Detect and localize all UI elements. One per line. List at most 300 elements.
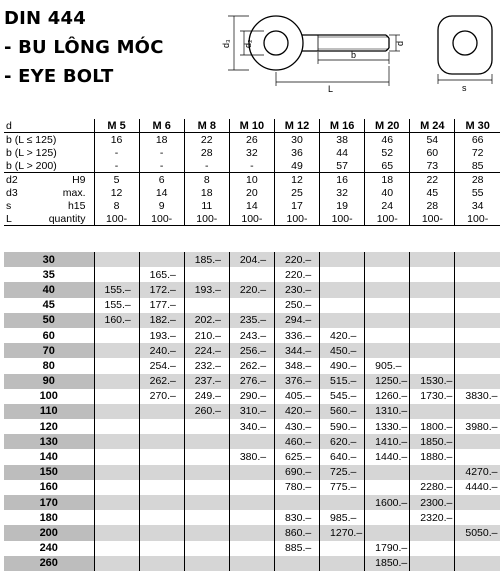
price-cell xyxy=(139,556,184,571)
price-cell: 310.– xyxy=(229,404,274,419)
length-cell: 70 xyxy=(4,343,94,358)
size-header: M 30 xyxy=(455,119,500,133)
size-header-row xyxy=(4,119,500,133)
price-cell xyxy=(274,495,319,510)
dimension-value: 12 xyxy=(94,186,139,199)
price-cell: 160.– xyxy=(94,313,139,328)
price-cell: 1250.– xyxy=(365,374,410,389)
price-cell xyxy=(455,556,500,571)
dimension-value: - xyxy=(229,159,274,173)
dimension-value: 100- xyxy=(365,212,410,226)
dimension-label xyxy=(4,173,94,187)
price-cell xyxy=(455,541,500,556)
length-cell: 110 xyxy=(4,404,94,419)
price-cell xyxy=(184,465,229,480)
dimension-value: 11 xyxy=(184,199,229,212)
price-cell xyxy=(410,556,455,571)
price-cell: 220.– xyxy=(274,252,319,267)
price-cell: 290.– xyxy=(229,389,274,404)
price-cell xyxy=(320,267,365,282)
dimension-value: 10 xyxy=(229,173,274,187)
dimension-value: 9 xyxy=(139,199,184,212)
price-cell: 1880.– xyxy=(410,449,455,464)
dimension-row xyxy=(4,186,500,199)
dimension-label xyxy=(4,199,94,212)
price-cell xyxy=(184,495,229,510)
dimension-value: 32 xyxy=(229,146,274,159)
label-L: L xyxy=(328,84,334,94)
price-cell xyxy=(365,465,410,480)
price-cell xyxy=(455,328,500,343)
price-cell: 232.– xyxy=(184,358,229,373)
dimension-value: - xyxy=(184,159,229,173)
dimension-value: 36 xyxy=(274,146,319,159)
price-cell: 1310.– xyxy=(365,404,410,419)
price-cell xyxy=(94,358,139,373)
price-cell xyxy=(139,434,184,449)
price-cell: 450.– xyxy=(320,343,365,358)
price-cell: 3830.– xyxy=(455,389,500,404)
dimension-value: 30 xyxy=(274,133,319,147)
dimension-value: 22 xyxy=(410,173,455,187)
label-d2: d₂ xyxy=(243,39,253,48)
price-cell xyxy=(365,282,410,297)
price-cell: 690.– xyxy=(274,465,319,480)
dimension-value: 18 xyxy=(365,173,410,187)
price-cell: 885.– xyxy=(274,541,319,556)
dimension-value: - xyxy=(139,159,184,173)
price-cell xyxy=(410,252,455,267)
price-cell xyxy=(229,434,274,449)
price-cell xyxy=(455,404,500,419)
length-cell: 60 xyxy=(42,329,55,342)
price-cell: 725.– xyxy=(320,465,365,480)
price-cell xyxy=(94,404,139,419)
price-cell xyxy=(94,495,139,510)
dimension-value: 14 xyxy=(229,199,274,212)
dimension-row xyxy=(4,159,500,173)
dimension-value: - xyxy=(139,146,184,159)
english-title: - EYE BOLT xyxy=(4,66,114,87)
length-cell: 260 xyxy=(4,556,94,571)
price-row xyxy=(4,313,500,328)
price-cell xyxy=(410,313,455,328)
price-cell xyxy=(94,374,139,389)
price-cell xyxy=(94,556,139,571)
dimension-tolerance: max. xyxy=(62,186,86,199)
dimension-value: 16 xyxy=(320,173,365,187)
price-cell: 830.– xyxy=(274,510,319,525)
price-cell xyxy=(365,267,410,282)
price-cell xyxy=(229,556,274,571)
length-cell: 160 xyxy=(39,481,58,494)
price-cell xyxy=(320,298,365,313)
dimension-value: 73 xyxy=(410,159,455,173)
price-row xyxy=(4,267,500,282)
dimension-value: 72 xyxy=(455,146,500,159)
price-cell: 1410.– xyxy=(365,434,410,449)
price-cell xyxy=(365,252,410,267)
dimension-value: 40 xyxy=(365,186,410,199)
price-cell xyxy=(184,298,229,313)
dimension-value: 100- xyxy=(320,212,365,226)
price-cell: 515.– xyxy=(320,374,365,389)
price-cell: 1800.– xyxy=(410,419,455,434)
price-row xyxy=(4,434,500,449)
price-cell: 625.– xyxy=(274,449,319,464)
price-row xyxy=(4,525,500,540)
price-table xyxy=(4,252,500,571)
price-cell xyxy=(94,510,139,525)
dimension-tolerance: quantity xyxy=(48,212,86,225)
length-cell: 120 xyxy=(39,420,58,433)
price-cell xyxy=(320,313,365,328)
price-cell xyxy=(365,328,410,343)
dimension-value: 19 xyxy=(320,199,365,212)
price-row xyxy=(4,419,500,434)
size-header: M 10 xyxy=(229,119,274,133)
price-row xyxy=(4,282,500,297)
price-cell xyxy=(455,374,500,389)
price-row xyxy=(4,480,500,495)
price-cell: 590.– xyxy=(320,419,365,434)
price-cell xyxy=(365,525,410,540)
dimension-tolerance: H9 xyxy=(72,173,86,186)
dimension-row xyxy=(4,199,500,212)
price-cell: 775.– xyxy=(320,480,365,495)
dimension-value: 18 xyxy=(184,186,229,199)
price-cell xyxy=(94,465,139,480)
price-cell xyxy=(229,510,274,525)
dimension-value: 38 xyxy=(320,133,365,147)
price-row xyxy=(4,541,500,556)
dimension-value: 6 xyxy=(139,173,184,187)
price-cell: 348.– xyxy=(274,358,319,373)
price-cell: 560.– xyxy=(320,404,365,419)
price-cell xyxy=(184,556,229,571)
price-cell: 336.– xyxy=(274,328,319,343)
price-cell xyxy=(139,252,184,267)
price-cell: 1850.– xyxy=(365,556,410,571)
price-cell: 185.– xyxy=(184,252,229,267)
label-d: d xyxy=(395,40,405,46)
price-cell: 905.– xyxy=(365,358,410,373)
size-header: M 8 xyxy=(184,119,229,133)
price-cell xyxy=(274,556,319,571)
price-cell xyxy=(455,343,500,358)
price-cell xyxy=(410,465,455,480)
price-row xyxy=(4,252,500,267)
dimension-value: 66 xyxy=(455,133,500,147)
price-cell xyxy=(184,419,229,434)
price-cell xyxy=(365,480,410,495)
price-cell xyxy=(94,389,139,404)
dimension-value: 46 xyxy=(365,133,410,147)
price-cell: 430.– xyxy=(274,419,319,434)
price-cell: 344.– xyxy=(274,343,319,358)
price-cell xyxy=(365,313,410,328)
price-cell xyxy=(229,480,274,495)
length-cell: 140 xyxy=(39,451,58,464)
price-cell: 177.– xyxy=(139,298,184,313)
price-cell xyxy=(139,404,184,419)
price-cell: 260.– xyxy=(184,404,229,419)
price-cell: 220.– xyxy=(274,267,319,282)
dimension-value: 25 xyxy=(274,186,319,199)
dimension-value: 28 xyxy=(410,199,455,212)
price-cell: 1440.– xyxy=(365,449,410,464)
dimension-value: - xyxy=(94,159,139,173)
dimension-value: 16 xyxy=(94,133,139,147)
price-cell: 193.– xyxy=(139,328,184,343)
price-cell xyxy=(455,313,500,328)
dimension-row xyxy=(4,173,500,187)
price-cell xyxy=(455,510,500,525)
price-cell: 1270.– xyxy=(320,525,365,540)
dimension-value: 52 xyxy=(365,146,410,159)
size-header: M 24 xyxy=(410,119,455,133)
price-cell xyxy=(139,419,184,434)
price-cell xyxy=(320,556,365,571)
dimension-row xyxy=(4,212,500,226)
price-cell: 860.– xyxy=(274,525,319,540)
dimension-name: s xyxy=(6,199,12,212)
price-cell: 294.– xyxy=(274,313,319,328)
price-row xyxy=(4,404,500,419)
price-cell xyxy=(229,267,274,282)
size-header: M 6 xyxy=(139,119,184,133)
dimension-value: 100- xyxy=(455,212,500,226)
price-cell xyxy=(229,298,274,313)
price-row xyxy=(4,374,500,389)
price-cell xyxy=(229,525,274,540)
length-cell: 170 xyxy=(4,495,94,510)
size-header: M 5 xyxy=(94,119,139,133)
size-header: M 20 xyxy=(365,119,410,133)
price-cell: 490.– xyxy=(320,358,365,373)
dimension-table xyxy=(4,119,500,226)
dimension-value: 26 xyxy=(229,133,274,147)
price-cell: 985.– xyxy=(320,510,365,525)
price-cell xyxy=(365,343,410,358)
price-cell xyxy=(184,434,229,449)
price-row xyxy=(4,389,500,404)
dimension-value: 100- xyxy=(410,212,455,226)
dimension-value: 100- xyxy=(229,212,274,226)
price-cell: 230.– xyxy=(274,282,319,297)
price-cell: 1790.– xyxy=(365,541,410,556)
label-d3: d₃ xyxy=(221,39,231,48)
label-b: b xyxy=(351,50,357,60)
dimension-name: d2 xyxy=(6,173,18,186)
price-cell: 240.– xyxy=(139,343,184,358)
price-cell xyxy=(94,267,139,282)
price-cell xyxy=(320,495,365,510)
price-cell xyxy=(139,465,184,480)
price-row xyxy=(4,465,500,480)
dimension-value: 18 xyxy=(139,133,184,147)
price-cell: 224.– xyxy=(184,343,229,358)
price-cell xyxy=(94,449,139,464)
price-cell: 1730.– xyxy=(410,389,455,404)
price-cell xyxy=(320,252,365,267)
price-row xyxy=(4,328,500,343)
price-cell: 340.– xyxy=(229,419,274,434)
price-cell: 376.– xyxy=(274,374,319,389)
price-cell: 237.– xyxy=(184,374,229,389)
length-cell: 30 xyxy=(4,252,94,267)
dimension-value: 17 xyxy=(274,199,319,212)
price-cell: 155.– xyxy=(94,282,139,297)
length-cell: 90 xyxy=(4,374,94,389)
dimension-value: 24 xyxy=(365,199,410,212)
dimension-value: 28 xyxy=(455,173,500,187)
price-cell xyxy=(139,541,184,556)
dimension-value: 100- xyxy=(184,212,229,226)
price-cell xyxy=(365,510,410,525)
dimension-value: 100- xyxy=(139,212,184,226)
price-cell: 4270.– xyxy=(455,465,500,480)
price-cell xyxy=(455,282,500,297)
price-cell xyxy=(139,525,184,540)
price-cell: 1600.– xyxy=(365,495,410,510)
price-rows xyxy=(4,252,500,571)
price-cell: 243.– xyxy=(229,328,274,343)
length-cell: 240 xyxy=(39,542,58,555)
price-cell: 193.– xyxy=(184,282,229,297)
price-cell: 545.– xyxy=(320,389,365,404)
price-cell xyxy=(320,282,365,297)
dimension-value: 45 xyxy=(410,186,455,199)
price-cell: 204.– xyxy=(229,252,274,267)
price-cell: 420.– xyxy=(274,404,319,419)
size-header: M 12 xyxy=(274,119,319,133)
price-cell xyxy=(410,358,455,373)
dimension-value: 34 xyxy=(455,199,500,212)
price-cell: 202.– xyxy=(184,313,229,328)
dimension-value: 5 xyxy=(94,173,139,187)
price-cell xyxy=(94,480,139,495)
price-cell xyxy=(410,328,455,343)
dimension-value: 8 xyxy=(94,199,139,212)
price-cell: 3980.– xyxy=(455,419,500,434)
price-cell xyxy=(94,328,139,343)
price-cell: 172.– xyxy=(139,282,184,297)
dimension-name: b (L > 200) xyxy=(6,159,57,172)
price-cell xyxy=(184,449,229,464)
label-s: s xyxy=(462,83,467,93)
price-cell xyxy=(139,480,184,495)
price-cell: 276.– xyxy=(229,374,274,389)
price-cell xyxy=(94,252,139,267)
price-cell xyxy=(229,541,274,556)
dimension-value: 100- xyxy=(94,212,139,226)
price-cell xyxy=(184,525,229,540)
dimension-value: 55 xyxy=(455,186,500,199)
dimension-label xyxy=(4,186,94,199)
length-cell: 50 xyxy=(4,313,94,328)
price-row xyxy=(4,510,500,525)
price-cell: 4440.– xyxy=(455,480,500,495)
dimension-value: 54 xyxy=(410,133,455,147)
price-cell: 1530.– xyxy=(410,374,455,389)
dimension-value: 20 xyxy=(229,186,274,199)
price-cell xyxy=(229,495,274,510)
price-cell: 640.– xyxy=(320,449,365,464)
price-cell: 256.– xyxy=(229,343,274,358)
eye-bolt-drawing xyxy=(218,6,502,96)
price-cell xyxy=(139,495,184,510)
price-cell xyxy=(410,541,455,556)
length-cell: 180 xyxy=(39,511,58,524)
price-cell xyxy=(184,510,229,525)
price-cell xyxy=(410,267,455,282)
price-cell xyxy=(410,525,455,540)
dimension-value: 44 xyxy=(320,146,365,159)
price-cell: 262.– xyxy=(229,358,274,373)
dimension-name: d3 xyxy=(6,186,18,199)
price-row xyxy=(4,556,500,571)
price-cell xyxy=(139,510,184,525)
dimension-value: 65 xyxy=(365,159,410,173)
dimension-name: b (L ≤ 125) xyxy=(6,133,57,146)
dimension-value: 100- xyxy=(274,212,319,226)
price-cell xyxy=(455,267,500,282)
price-cell: 235.– xyxy=(229,313,274,328)
price-cell: 262.– xyxy=(139,374,184,389)
header-d: d xyxy=(4,119,94,133)
dimension-name: b (L > 125) xyxy=(6,146,57,159)
price-row xyxy=(4,449,500,464)
title-block xyxy=(4,4,164,91)
price-row xyxy=(4,343,500,358)
price-cell: 155.– xyxy=(94,298,139,313)
price-cell: 5050.– xyxy=(455,525,500,540)
price-cell: 249.– xyxy=(184,389,229,404)
price-cell: 2300.– xyxy=(410,495,455,510)
vietnamese-title: - BU LÔNG MÓC xyxy=(4,37,164,58)
price-cell: 620.– xyxy=(320,434,365,449)
price-cell xyxy=(184,541,229,556)
price-cell xyxy=(455,358,500,373)
length-cell: 35 xyxy=(42,268,55,281)
dimension-label xyxy=(4,146,94,159)
price-cell: 1850.– xyxy=(410,434,455,449)
price-cell xyxy=(94,419,139,434)
price-cell xyxy=(184,267,229,282)
price-row xyxy=(4,358,500,373)
price-cell xyxy=(455,434,500,449)
price-cell xyxy=(455,252,500,267)
length-cell: 100 xyxy=(39,390,58,403)
price-cell xyxy=(455,449,500,464)
price-cell xyxy=(139,449,184,464)
price-cell: 460.– xyxy=(274,434,319,449)
dimension-label xyxy=(4,159,94,173)
price-cell xyxy=(184,480,229,495)
price-cell: 250.– xyxy=(274,298,319,313)
price-cell xyxy=(229,465,274,480)
price-cell xyxy=(94,343,139,358)
dimension-value: 22 xyxy=(184,133,229,147)
dimension-value: 60 xyxy=(410,146,455,159)
length-cell: 130 xyxy=(4,434,94,449)
dimension-value: 32 xyxy=(320,186,365,199)
price-cell: 1330.– xyxy=(365,419,410,434)
dimension-value: - xyxy=(94,146,139,159)
price-cell: 182.– xyxy=(139,313,184,328)
price-cell xyxy=(94,541,139,556)
